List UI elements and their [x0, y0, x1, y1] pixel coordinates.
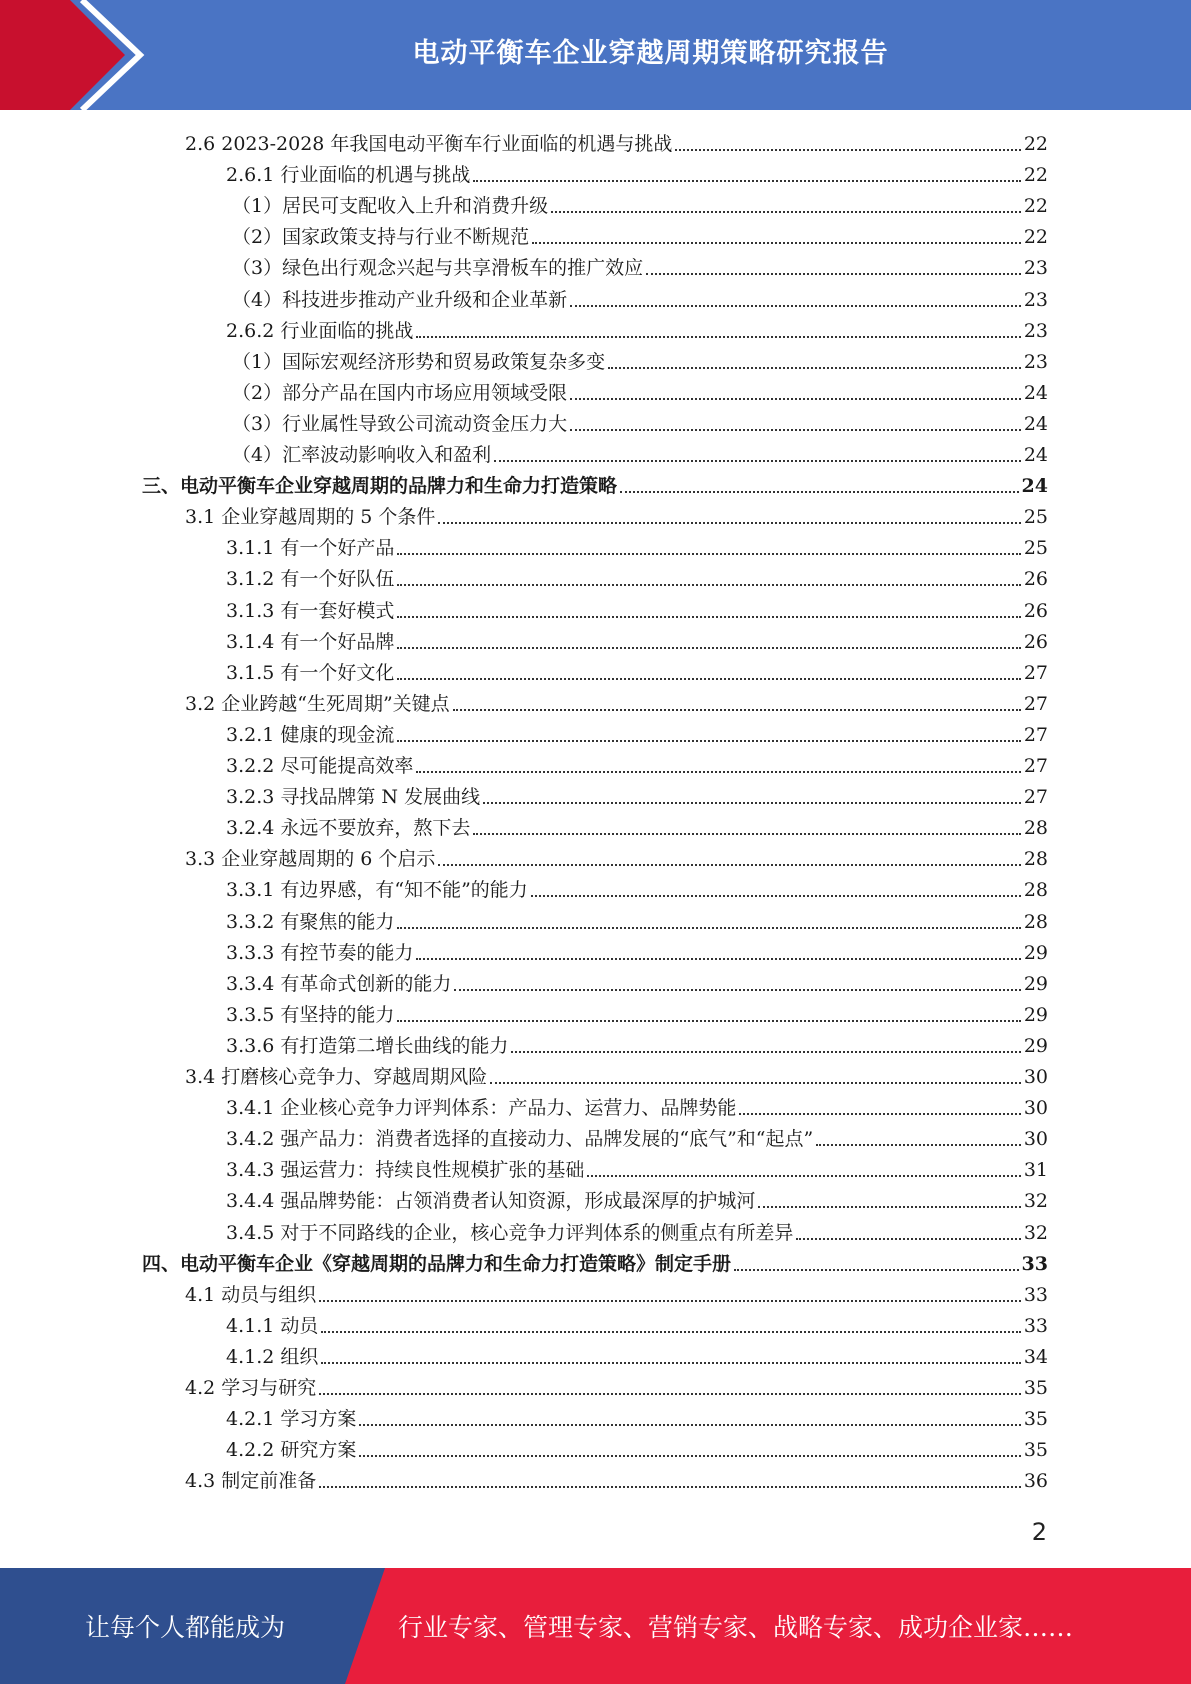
- toc-entry-page: 29: [1023, 1034, 1048, 1057]
- toc-leader-dots: [483, 802, 1021, 804]
- toc-leader-dots: [438, 864, 1020, 866]
- toc-leader-dots: [551, 211, 1021, 213]
- toc-entry-title: 4.1.2 组织: [226, 1345, 319, 1368]
- toc-entry[interactable]: [226, 1028, 1048, 1059]
- toc-entry-title: 2.6 2023-2028 年我国电动平衡车行业面临的机遇与挑战: [185, 133, 673, 155]
- toc-entry-title: 4.1 动员与组织: [185, 1283, 317, 1306]
- toc-entry-title: 3.1.5 有一个好文化: [226, 661, 395, 684]
- toc-entry[interactable]: [232, 188, 1048, 219]
- toc-leader-dots: [620, 491, 1019, 493]
- toc-leader-dots: [416, 958, 1020, 960]
- toc-entry-title: 4.1.1 动员: [226, 1314, 319, 1337]
- toc-entry-page: 31: [1023, 1159, 1048, 1182]
- toc-entry-page: 30: [1023, 1066, 1048, 1088]
- toc-leader-dots: [359, 1424, 1020, 1426]
- toc-entry-title: （1）国际宏观经济形势和贸易政策复杂多变: [232, 350, 606, 373]
- toc-entry[interactable]: [232, 282, 1048, 313]
- toc-entry[interactable]: [226, 1215, 1048, 1246]
- toc-entry[interactable]: [226, 779, 1048, 810]
- toc-entry-page: 33: [1023, 1314, 1048, 1337]
- toc-leader-dots: [397, 678, 1020, 680]
- toc-leader-dots: [796, 1238, 1020, 1240]
- toc-entry-title: 3.2.2 尽可能提高效率: [226, 755, 414, 777]
- toc-leader-dots: [397, 616, 1020, 618]
- toc-entry-title: 3.3 企业穿越周期的 6 个启示: [185, 848, 436, 871]
- toc-entry[interactable]: [226, 157, 1048, 188]
- toc-entry[interactable]: [226, 1339, 1048, 1370]
- toc-entry[interactable]: [226, 717, 1048, 748]
- toc-entry[interactable]: [226, 530, 1048, 561]
- toc-entry-title: 3.3.4 有革命式创新的能力: [226, 972, 452, 995]
- toc-entry[interactable]: [226, 1432, 1048, 1463]
- toc-entry[interactable]: [232, 219, 1048, 250]
- toc-entry-page: 23: [1023, 350, 1048, 373]
- page-footer: [0, 1568, 1191, 1684]
- toc-leader-dots: [473, 180, 1020, 182]
- toc-leader-dots: [397, 740, 1020, 742]
- toc-entry-page: 25: [1023, 506, 1048, 529]
- toc-entry-title: 2.6.1 行业面临的机遇与挑战: [226, 164, 471, 187]
- page-number: 2: [1031, 1518, 1047, 1546]
- toc-entry-page: 24: [1023, 381, 1048, 404]
- toc-entry[interactable]: [142, 468, 1048, 499]
- toc-entry-page: 23: [1023, 257, 1048, 280]
- toc-entry-title: 3.2.3 寻找品牌第 N 发展曲线: [226, 786, 481, 809]
- toc-entry-page: 26: [1023, 599, 1048, 622]
- toc-entry-title: 3.2.1 健康的现金流: [226, 723, 395, 746]
- toc-entry-title: 3.4.5 对于不同路线的企业，核心竞争力评判体系的侧重点有所差异: [226, 1221, 794, 1244]
- toc-entry[interactable]: [226, 1308, 1048, 1339]
- toc-entry[interactable]: [226, 624, 1048, 655]
- toc-leader-dots: [587, 1175, 1020, 1177]
- toc-entry-page: 27: [1023, 786, 1048, 809]
- toc-entry[interactable]: [185, 126, 1048, 157]
- toc-leader-dots: [675, 149, 1020, 151]
- toc-entry-title: 4.2 学习与研究: [185, 1377, 317, 1399]
- toc-entry-page: 36: [1023, 1470, 1048, 1493]
- toc-leader-dots: [758, 1206, 1020, 1208]
- toc-entry-title: （2）国家政策支持与行业不断规范: [232, 226, 530, 249]
- toc-entry-page: 35: [1023, 1408, 1048, 1431]
- toc-leader-dots: [453, 709, 1021, 711]
- toc-entry-page: 30: [1023, 1097, 1048, 1120]
- toc-leader-dots: [494, 460, 1021, 462]
- toc-entry-title: 2.6.2 行业面临的挑战: [226, 319, 414, 342]
- toc-entry[interactable]: [185, 686, 1048, 717]
- toc-leader-dots: [473, 833, 1020, 835]
- toc-entry[interactable]: [185, 841, 1048, 872]
- toc-entry-page: 28: [1023, 848, 1048, 871]
- toc-entry-page: 32: [1023, 1221, 1048, 1244]
- toc-entry-page: 32: [1023, 1190, 1048, 1213]
- toc-entry-title: （1）居民可支配收入上升和消费升级: [232, 195, 549, 218]
- toc-entry-title: 四、电动平衡车企业《穿越周期的品牌力和生命力打造策略》制定手册: [142, 1252, 732, 1275]
- page-header: [0, 0, 1191, 110]
- toc-entry-page: 22: [1023, 164, 1048, 187]
- toc-entry-title: 3.1 企业穿越周期的 5 个条件: [185, 506, 436, 529]
- toc-entry-title: 3.4 打磨核心竞争力、穿越周期风险: [185, 1066, 488, 1088]
- toc-leader-dots: [646, 273, 1021, 275]
- toc-entry-page: 30: [1023, 1128, 1048, 1151]
- toc-leader-dots: [321, 1331, 1020, 1333]
- toc-entry-page: 23: [1023, 319, 1048, 342]
- toc-leader-dots: [608, 367, 1021, 369]
- toc-entry-title: （4）科技进步推动产业升级和企业革新: [232, 288, 568, 311]
- toc-entry-title: 3.1.1 有一个好产品: [226, 537, 395, 560]
- toc-leader-dots: [438, 522, 1020, 524]
- toc-entry-title: 3.2 企业跨越“生死周期”关键点: [185, 692, 450, 715]
- toc-entry-title: 3.1.4 有一个好品牌: [226, 630, 395, 653]
- toc-leader-dots: [734, 1269, 1019, 1271]
- toc-entry-page: 23: [1023, 288, 1048, 311]
- toc-entry-page: 33: [1021, 1252, 1048, 1275]
- toc-entry-page: 29: [1023, 972, 1048, 995]
- toc-leader-dots: [397, 927, 1020, 929]
- toc-entry-title: 4.2.1 学习方案: [226, 1408, 357, 1431]
- toc-entry-page: 22: [1023, 195, 1048, 218]
- toc-entry[interactable]: [226, 313, 1048, 344]
- toc-entry[interactable]: [232, 344, 1048, 375]
- toc-entry[interactable]: [226, 655, 1048, 686]
- toc-entry-title: （4）汇率波动影响收入和盈利: [232, 444, 492, 466]
- toc-entry-title: 3.3.1 有边界感，有“知不能”的能力: [226, 879, 528, 902]
- toc-leader-dots: [416, 336, 1020, 338]
- toc-leader-dots: [570, 429, 1021, 431]
- toc-entry-page: 35: [1023, 1377, 1048, 1399]
- toc-entry-page: 34: [1023, 1345, 1048, 1368]
- toc-entry[interactable]: [232, 250, 1048, 281]
- toc-entry-page: 24: [1023, 412, 1048, 435]
- toc-entry-title: 3.3.3 有控节奏的能力: [226, 941, 414, 964]
- toc-leader-dots: [570, 305, 1021, 307]
- toc-entry-title: 3.3.5 有坚持的能力: [226, 1003, 395, 1026]
- toc-leader-dots: [570, 398, 1021, 400]
- toc-entry[interactable]: [142, 1246, 1048, 1277]
- toc-leader-dots: [490, 1082, 1021, 1084]
- toc-entry-page: 25: [1023, 537, 1048, 560]
- toc-entry[interactable]: [226, 935, 1048, 966]
- toc-entry[interactable]: [185, 499, 1048, 530]
- toc-entry-page: 35: [1023, 1439, 1048, 1462]
- toc-entry[interactable]: [226, 748, 1048, 779]
- toc-entry[interactable]: [232, 375, 1048, 406]
- toc-entry-page: 22: [1023, 133, 1048, 155]
- toc-entry-page: 22: [1023, 226, 1048, 249]
- toc-leader-dots: [416, 771, 1020, 773]
- toc-leader-dots: [816, 1144, 1021, 1146]
- toc-entry-title: 3.4.1 企业核心竞争力评判体系：产品力、运营力、品牌势能: [226, 1097, 737, 1120]
- footer-slogan-left: 让每个人都能成为: [84, 1613, 285, 1642]
- toc-entry-title: 3.2.4 永远不要放弃，熬下去: [226, 817, 471, 840]
- toc-entry-page: 28: [1023, 817, 1048, 840]
- toc-entry[interactable]: [226, 1121, 1048, 1152]
- toc-leader-dots: [319, 1300, 1021, 1302]
- toc-entry-title: 3.4.2 强产品力：消费者选择的直接动力、品牌发展的“底气”和“起点”: [226, 1128, 814, 1151]
- toc-leader-dots: [319, 1393, 1021, 1395]
- toc-entry[interactable]: [226, 904, 1048, 935]
- toc-entry[interactable]: [185, 1463, 1048, 1494]
- header-chevron-decoration: [0, 0, 150, 110]
- toc-entry-title: 3.4.3 强运营力：持续良性规模扩张的基础: [226, 1159, 585, 1182]
- toc-entry-page: 29: [1023, 1003, 1048, 1026]
- toc-entry[interactable]: [226, 810, 1048, 841]
- toc-entry-page: 26: [1023, 568, 1048, 591]
- toc-entry-page: 27: [1023, 755, 1048, 777]
- toc-entry-title: 3.1.2 有一个好队伍: [226, 568, 395, 591]
- toc-leader-dots: [397, 553, 1020, 555]
- toc-entry[interactable]: [232, 406, 1048, 437]
- toc-entry-page: 24: [1021, 475, 1048, 498]
- toc-entry-page: 24: [1023, 444, 1048, 466]
- toc-leader-dots: [739, 1113, 1020, 1115]
- toc-entry-page: 33: [1023, 1283, 1048, 1306]
- toc-entry-page: 27: [1023, 692, 1048, 715]
- footer-slogan-right: 行业专家、管理专家、营销专家、战略专家、成功企业家……: [398, 1613, 1074, 1642]
- toc-entry-title: 3.4.4 强品牌势能：占领消费者认知资源，形成最深厚的护城河: [226, 1190, 756, 1213]
- toc-entry[interactable]: [185, 1370, 1048, 1401]
- toc-entry[interactable]: [226, 997, 1048, 1028]
- toc-entry-title: 4.3 制定前准备: [185, 1470, 317, 1493]
- toc-leader-dots: [531, 895, 1021, 897]
- toc-entry[interactable]: [226, 872, 1048, 903]
- toc-entry-page: 29: [1023, 941, 1048, 964]
- toc-entry[interactable]: [185, 1059, 1048, 1090]
- toc-entry-page: 28: [1023, 879, 1048, 902]
- toc-entry-page: 27: [1023, 661, 1048, 684]
- toc-entry[interactable]: [232, 437, 1048, 468]
- toc-leader-dots: [397, 647, 1020, 649]
- toc-entry-page: 28: [1023, 910, 1048, 933]
- toc-leader-dots: [321, 1362, 1020, 1364]
- toc-leader-dots: [319, 1486, 1021, 1488]
- toc-leader-dots: [511, 1051, 1020, 1053]
- toc-entry-page: 27: [1023, 723, 1048, 746]
- toc-entry-title: 三、电动平衡车企业穿越周期的品牌力和生命力打造策略: [142, 475, 618, 498]
- toc-entry-title: （2）部分产品在国内市场应用领域受限: [232, 381, 568, 404]
- report-title: 电动平衡车企业穿越周期策略研究报告: [412, 37, 889, 69]
- toc-entry[interactable]: [226, 1401, 1048, 1432]
- toc-entry-title: 3.3.2 有聚焦的能力: [226, 910, 395, 933]
- toc-leader-dots: [454, 989, 1020, 991]
- toc-entry-title: 4.2.2 研究方案: [226, 1439, 357, 1462]
- toc-entry[interactable]: [226, 593, 1048, 624]
- toc-entry-page: 26: [1023, 630, 1048, 653]
- toc-entry[interactable]: [226, 1152, 1048, 1183]
- toc-entry[interactable]: [185, 1277, 1048, 1308]
- toc-leader-dots: [532, 242, 1021, 244]
- toc-entry[interactable]: [226, 1090, 1048, 1121]
- toc-leader-dots: [397, 584, 1020, 586]
- toc-entry-title: 3.3.6 有打造第二增长曲线的能力: [226, 1034, 509, 1057]
- toc-entry-title: （3）绿色出行观念兴起与共享滑板车的推广效应: [232, 257, 644, 280]
- toc-entry[interactable]: [226, 966, 1048, 997]
- toc-entry-title: 3.1.3 有一套好模式: [226, 599, 395, 622]
- toc-entry-title: （3）行业属性导致公司流动资金压力大: [232, 412, 568, 435]
- toc-leader-dots: [397, 1020, 1020, 1022]
- toc-leader-dots: [359, 1455, 1020, 1457]
- toc-entry[interactable]: [226, 1183, 1048, 1214]
- toc-entry[interactable]: [226, 561, 1048, 592]
